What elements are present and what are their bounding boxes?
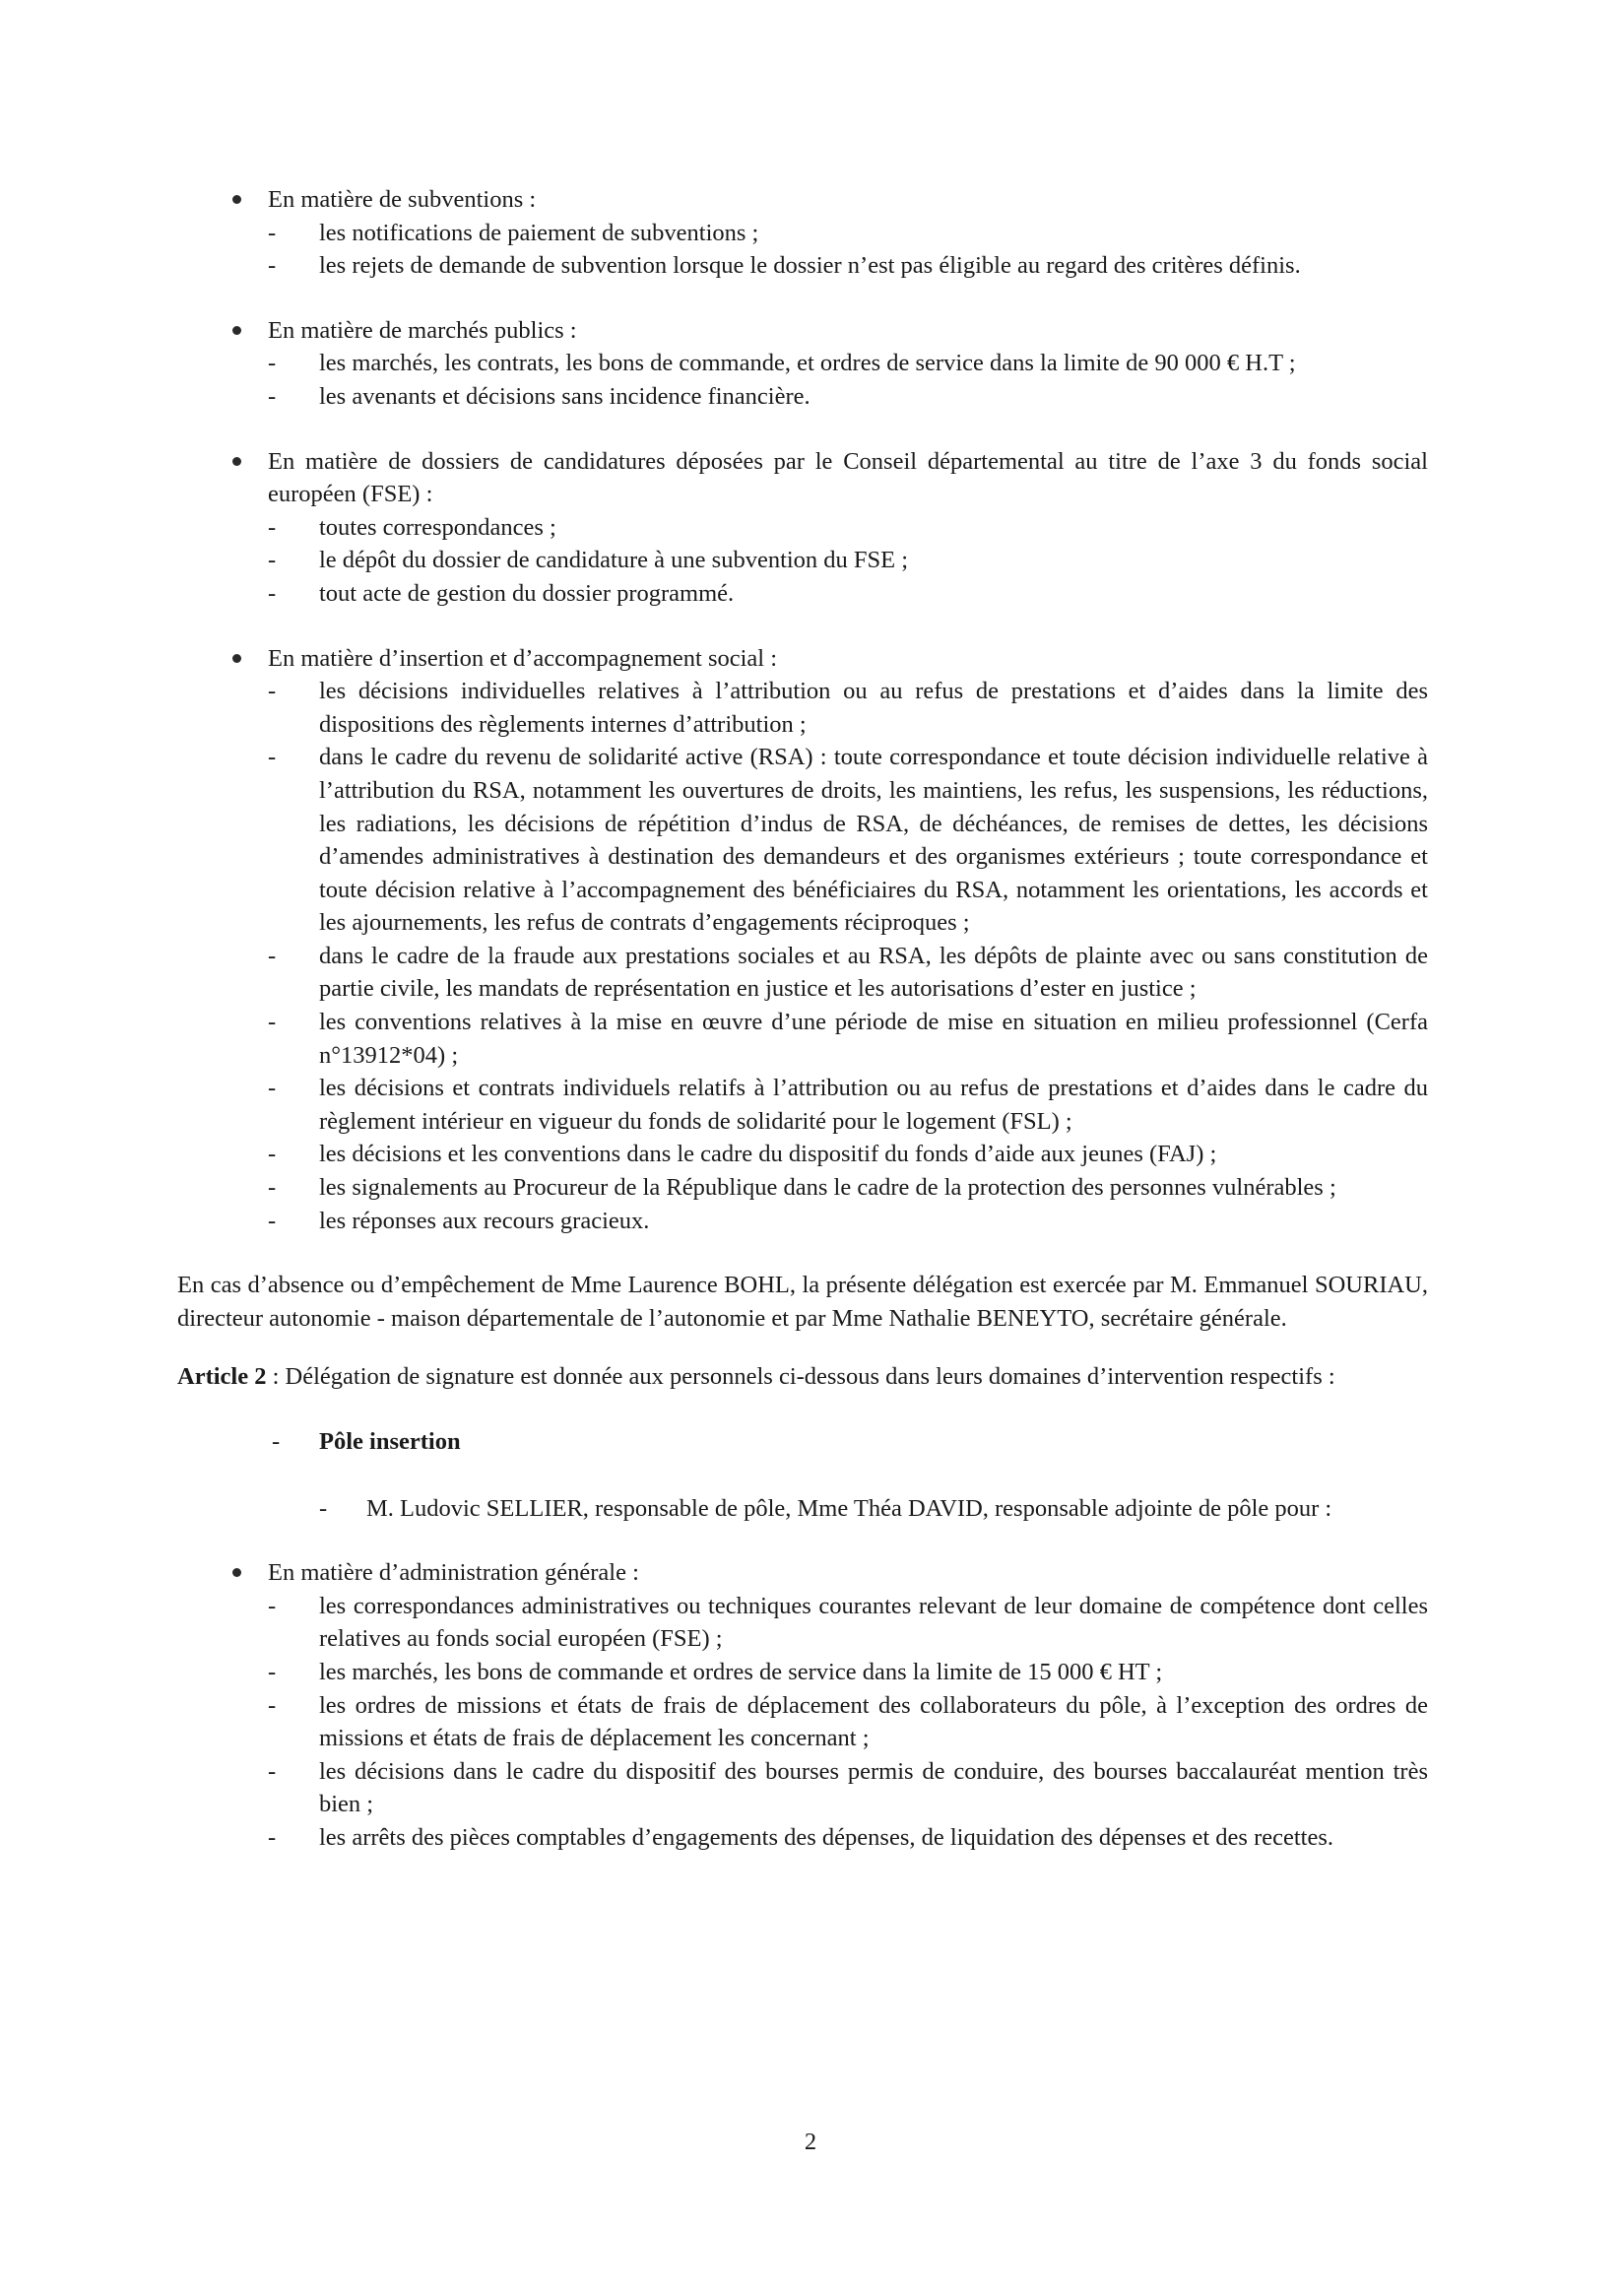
- article-2-paragraph: [177, 1360, 1428, 1394]
- item-list: [268, 511, 1428, 611]
- list-item: [268, 741, 1428, 940]
- list-item-text: les marchés, les bons de commande et ordres de service dans la limite de 15 000 € HT ;: [319, 1658, 1163, 1685]
- pole-title-text: Pôle insertion: [319, 1428, 461, 1455]
- list-item-text: les décisions et contrats individuels relatifs à l’attribution ou au refus de prestations et d’aides dans le cadre du règlement intérieur en vigueur du fonds de solidarité pour le logement (FSL) ;: [319, 1075, 1428, 1135]
- section-fse-candidatures: [177, 445, 1428, 611]
- section-insertion-accompagnement: [177, 642, 1428, 1238]
- dash-mark: -: [268, 1141, 277, 1168]
- list-item: [268, 1821, 1428, 1855]
- list-item: [268, 1689, 1428, 1755]
- dash-mark: -: [268, 382, 277, 410]
- section-heading: [268, 642, 1428, 676]
- dash-mark: -: [268, 579, 277, 607]
- list-item-text: les décisions et les conventions dans le cadre du dispositif du fonds d’aide aux jeunes (FAJ) ;: [319, 1141, 1217, 1168]
- list-item: [268, 1590, 1428, 1656]
- page-number: 2: [804, 2129, 817, 2155]
- list-item: [268, 217, 1428, 250]
- list-item: [268, 347, 1428, 380]
- list-item: [268, 577, 1428, 611]
- page-content: [177, 183, 1428, 1855]
- list-item: [268, 511, 1428, 545]
- dash-mark: -: [268, 1691, 277, 1719]
- section-heading: [268, 183, 1428, 217]
- dash-mark: -: [268, 513, 277, 541]
- pole-title: [177, 1425, 1428, 1459]
- list-item-text: dans le cadre de la fraude aux prestations sociales et au RSA, les dépôts de plainte avec ou sans constitution de partie civile, les mandats de représentation en justice et les autorisations d’ester en justice ;: [319, 942, 1428, 1003]
- section-heading-text: En matière de dossiers de candidatures déposées par le Conseil départemental au titre de l’axe 3 du fonds social européen (FSE) :: [268, 447, 1428, 508]
- dash-mark: -: [268, 1757, 277, 1785]
- list-item-text: le dépôt du dossier de candidature à une subvention du FSE ;: [319, 547, 909, 574]
- dash-mark: -: [268, 1592, 277, 1619]
- article-text: : Délégation de signature est donnée aux personnels ci-dessous dans leurs domaines d’intervention respectifs :: [266, 1363, 1335, 1391]
- list-item-text: les avenants et décisions sans incidence financière.: [319, 382, 810, 410]
- dash-mark: -: [268, 1075, 277, 1102]
- list-item-text: les ordres de missions et états de frais de déplacement des collaborateurs du pôle, à l’exception des ordres de missions et états de frais de déplacement les concernant ;: [319, 1691, 1428, 1752]
- list-item-text: les marchés, les contrats, les bons de commande, et ordres de service dans la limite de 90 000 € H.T ;: [319, 350, 1296, 377]
- list-item-text: les conventions relatives à la mise en œuvre d’une période de mise en situation en milieu professionnel (Cerfa n°13912*04) ;: [319, 1009, 1428, 1069]
- dash-mark: -: [268, 1207, 277, 1234]
- list-item-text: les rejets de demande de subvention lorsque le dossier n’est pas éligible au regard des critères définis.: [319, 252, 1301, 280]
- list-item: [268, 1138, 1428, 1171]
- section-heading: [268, 314, 1428, 348]
- dash-mark: -: [268, 350, 277, 377]
- dash-mark: -: [268, 1658, 277, 1685]
- list-item: [268, 249, 1428, 283]
- section-heading: [268, 445, 1428, 511]
- list-item: [268, 1171, 1428, 1205]
- bullet-icon: [232, 654, 241, 663]
- dash-mark: -: [319, 1494, 328, 1522]
- list-item: [268, 1205, 1428, 1238]
- item-list: [268, 1590, 1428, 1855]
- bullet-icon: [232, 195, 241, 204]
- item-list: [268, 217, 1428, 283]
- dash-mark: -: [272, 1428, 281, 1455]
- section-subventions: [177, 183, 1428, 283]
- dash-mark: -: [268, 744, 277, 771]
- section-heading-text: En matière d’administration générale :: [268, 1559, 639, 1587]
- list-item-text: les correspondances administratives ou techniques courantes relevant de leur domaine de compétence dont celles relatives au fonds social européen (FSE) ;: [319, 1592, 1428, 1653]
- bullet-icon: [232, 326, 241, 335]
- dash-mark: -: [268, 252, 277, 280]
- list-item-text: les réponses aux recours gracieux.: [319, 1207, 650, 1234]
- list-item-text: tout acte de gestion du dossier programmé.: [319, 579, 735, 607]
- dash-mark: -: [268, 1009, 277, 1036]
- section-heading: [268, 1556, 1428, 1590]
- list-item-text: les notifications de paiement de subventions ;: [319, 219, 759, 246]
- list-item-text: dans le cadre du revenu de solidarité active (RSA) : toute correspondance et toute décision individuelle relative à l’attribution du RSA, notamment les ouvertures de droits, les maintiens, les refus, les suspensions, les réductions, les radiations, les décisions de répétition d’indus de RSA, de déchéances, de remises de dettes, les décisions d’amendes administratives à destination des demandeurs et des organismes extérieurs ; toute correspondance et toute décision relative à l’accompagnement des bénéficiaires du RSA, notamment les orientations, les accords et les ajournements, les refus de contrats d’engagements réciproques ;: [319, 744, 1428, 937]
- list-item: [268, 1656, 1428, 1689]
- absence-paragraph: En cas d’absence ou d’empêchement de Mme Laurence BOHL, la présente délégation est exercée par M. Emmanuel SOURIAU, directeur autonomie - maison départementale de l’autonomie et par Mme Nathalie BENEYTO, secrétaire générale.: [177, 1272, 1428, 1332]
- list-item-text: les décisions dans le cadre du dispositif des bourses permis de conduire, des bourses baccalauréat mention très bien ;: [319, 1757, 1428, 1818]
- item-list: [268, 675, 1428, 1237]
- section-administration-generale: [177, 1556, 1428, 1854]
- section-heading-text: En matière de subventions :: [268, 186, 537, 213]
- list-item: [268, 380, 1428, 414]
- article-label: Article 2: [177, 1363, 267, 1391]
- section-heading-text: En matière de marchés publics :: [268, 316, 577, 344]
- section-heading-text: En matière d’insertion et d’accompagnement social :: [268, 644, 778, 672]
- list-item: [268, 1755, 1428, 1821]
- dash-mark: -: [268, 219, 277, 246]
- dash-mark: -: [268, 1174, 277, 1202]
- section-marches-publics: [177, 314, 1428, 414]
- item-list: [268, 347, 1428, 413]
- list-item: [268, 1006, 1428, 1072]
- list-item-text: toutes correspondances ;: [319, 513, 556, 541]
- bullet-icon: [232, 457, 241, 466]
- pole-person-text: M. Ludovic SELLIER, responsable de pôle, Mme Théa DAVID, responsable adjointe de pôle pour :: [366, 1494, 1332, 1522]
- dash-mark: -: [268, 547, 277, 574]
- pole-person: [177, 1492, 1428, 1526]
- list-item-text: les arrêts des pièces comptables d’engagements des dépenses, de liquidation des dépenses et des recettes.: [319, 1823, 1334, 1851]
- list-item: [268, 544, 1428, 577]
- dash-mark: -: [268, 1823, 277, 1851]
- list-item-text: les signalements au Procureur de la République dans le cadre de la protection des personnes vulnérables ;: [319, 1174, 1336, 1202]
- dash-mark: -: [268, 678, 277, 705]
- bullet-icon: [232, 1568, 241, 1577]
- dash-mark: -: [268, 942, 277, 969]
- list-item-text: les décisions individuelles relatives à l’attribution ou au refus de prestations et d’aides dans la limite des dispositions des règlements internes d’attribution ;: [319, 678, 1428, 738]
- list-item: [268, 675, 1428, 741]
- list-item: [268, 940, 1428, 1006]
- list-item: [268, 1072, 1428, 1138]
